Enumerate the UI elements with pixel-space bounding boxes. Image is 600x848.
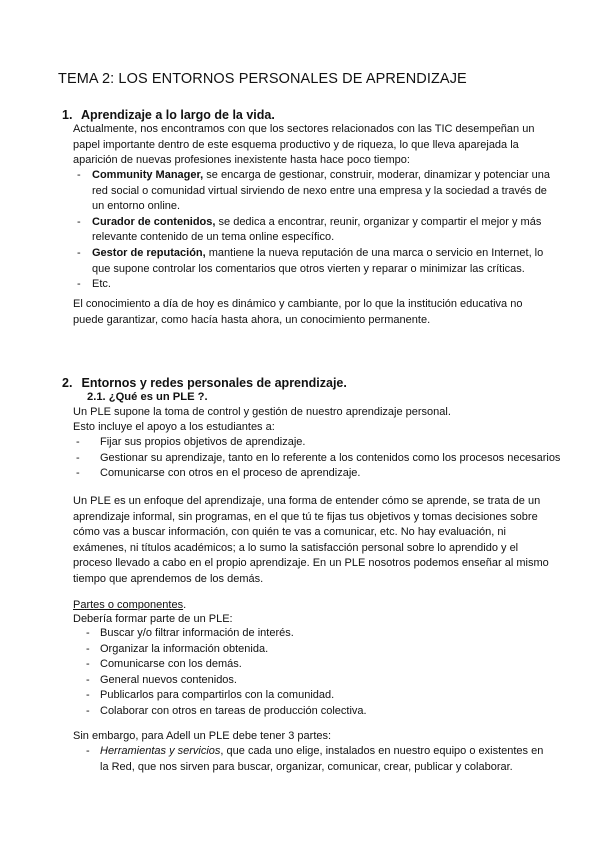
list-item-text: , que cada uno elige, instalados en nuestro equipo o existentes en la Red, que nos sirven para buscar, organizar, comunicar, crear, publicar y colaborar. [100,745,544,773]
list-item: - Gestionar su aprendizaje, tanto en lo referente a los contenidos como los procesos necesarios [73,451,553,467]
list-item: - Colaborar con otros en tareas de producción colectiva. [73,704,543,720]
parts-intro: Debería formar parte de un PLE: [73,613,233,625]
parts-heading-end: . [183,599,187,611]
professions-list [73,168,553,293]
list-item: - Comunicarse con los demás. [73,657,543,673]
ple-paragraph: Un PLE es un enfoque del aprendizaje, una forma de entender cómo se aprende, se trata de un aprendizaje informal, sin programas, en el que tú te fijas tus objetivos y tomas decisiones sobre cómo vas a buscar información, con quién te vas a comunicar, etc. No hay evaluación, ni exámenes, ni títulos académicos; a lo sumo la satisfacción personal sobre lo aprendido y el proceso llevado a cabo en el propio aprendizaje. En un PLE nosotros podemos enseñar al mismo tiempo que aprendemos de los demás. [73,495,549,585]
ple-support-intro: Esto incluye el apoyo a los estudiantes a: [73,421,275,433]
list-item-term: Curador de contenidos, [92,215,216,228]
section-1-number: 1. [62,108,73,122]
section-1-closing: El conocimiento a día de hoy es dinámico y cambiante, por lo que la institución educativa no puede garantizar, como hacía hasta ahora, un conocimiento permanente. [73,298,523,326]
list-item: - Organizar la información obtenida. [73,642,543,658]
list-item: - Buscar y/o filtrar información de interés. [73,626,543,642]
support-list [73,435,561,482]
list-item: - Comunicarse con otros en el proceso de aprendizaje. [73,466,553,482]
parts-list [73,626,543,720]
ple-definition: Un PLE supone la toma de control y gestión de nuestro aprendizaje personal. [73,406,451,418]
list-item-text: se encarga de gestionar, construir, moderar, dinamizar y potenciar una red social o comunidad virtual sirviendo de nexo entre una empresa y la sociedad a través de un entorno online. [92,169,550,213]
list-item-text: Etc. [92,278,111,291]
adell-list [73,744,553,775]
subsection-2-1-heading: 2.1. ¿Qué es un PLE ?. [87,391,208,403]
section-1-heading [62,108,275,122]
list-item: - Publicarlos para compartirlos con la comunidad. [73,688,543,704]
adell-intro: Sin embargo, para Adell un PLE debe tener 3 partes: [73,730,332,742]
section-2-number: 2. [62,376,73,390]
list-item-text: mantiene la nueva reputación de una marca o servicio en Internet, lo que supone controlar los comentarios que otros vierten y reparar o minimizar las críticas. [92,246,544,275]
list-item: - General nuevos contenidos. [73,673,543,689]
list-item-term: Herramientas y servicios [100,745,221,757]
list-item-term: Gestor de reputación, [92,246,206,259]
list-item [73,277,553,293]
list-item [73,168,553,215]
section-2-heading [62,376,347,390]
list-item [73,215,553,246]
list-item [73,246,553,277]
list-item: - Fijar sus propios objetivos de aprendizaje. [73,435,553,451]
list-item-term: Community Manager, [92,169,204,181]
list-item [73,744,553,775]
section-1-intro: Actualmente, nos encontramos con que los sectores relacionados con las TIC desempeñan un papel importante dentro de este esquema productivo y de riqueza, lo que lleva aparejada la aparición de nuevas profesiones inexistente hasta hace poco tiempo: [73,123,535,167]
section-1-title: Aprendizaje a lo largo de la vida. [81,108,275,122]
section-2-title: Entornos y redes personales de aprendizaje. [81,376,347,390]
list-item-text: se dedica a encontrar, reunir, organizar y compartir el mejor y más relevante contenido de un tema online específico. [92,215,542,244]
page-title: TEMA 2: LOS ENTORNOS PERSONALES DE APRENDIZAJE [58,71,467,87]
parts-heading-text: Partes o componentes [73,599,184,611]
